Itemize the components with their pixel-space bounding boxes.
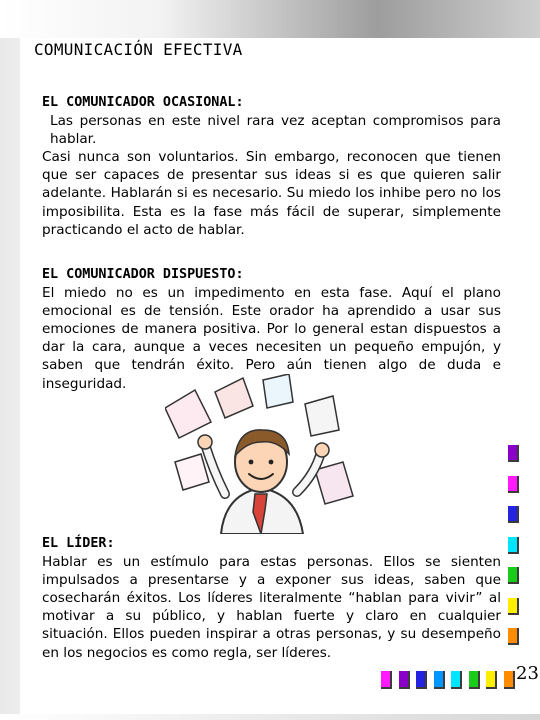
color-square [508,445,519,462]
color-square [381,671,392,689]
section-heading: EL COMUNICADOR OCASIONAL: [42,95,244,110]
paragraph: El miedo no es un impedimento en esta fase. Aquí el plano emocional es de tensión. Este orador ha aprendido a usar sus emociones de manera positiva. Por lo general estan dispuestos a dar la cara, aunque a veces necesiten un pequeño empujón, y saben que tendrán éxito. Pero aún tienen algo de duda e inseguridad. [42,285,501,392]
color-square [451,671,462,689]
paragraph: Hablar es un estímulo para estas personas. Ellos se sienten impulsados a presentarse y a exponer sus ideas, saben que cosecharán éxitos. Los líderes literalmente “hablan para vivir” al motivar a su público, y hablan fuerte y claro en cualquier situación. Ellos pueden inspirar a otras personas, y su desempeño en los negocios es como regla, ser líderes. [42,554,501,661]
section-heading: EL COMUNICADOR DISPUESTO: [42,267,244,282]
horizontal-color-squares [381,671,521,691]
paragraph: Casi nunca son voluntarios. Sin embargo, reconocen que tienen que ser capaces de presentar sus ideas si es que quieren salir adelante. Hablarán si es necesario. Su miedo los inhibe pero no los imposibilita. Esta es la fase más fácil de superar, simplemente practicando el acto de hablar. [42,149,501,238]
color-square [469,671,480,689]
color-square [508,537,519,554]
color-square [504,671,515,689]
speaker-with-papers-illustration [165,374,365,534]
bottom-edge [0,714,540,720]
section-heading: EL LÍDER: [42,536,115,551]
color-square [434,671,445,689]
vertical-color-squares [508,445,521,659]
section-ocasional [42,94,501,239]
section-lider [42,535,501,662]
color-square [508,506,519,523]
paragraph: Las personas en este nivel rara vez aceptan compromisos para hablar. [50,113,501,148]
color-square [508,598,519,615]
color-square [486,671,497,689]
color-square [508,567,519,584]
color-square [416,671,427,689]
color-square [399,671,410,689]
document-title: COMUNICACIÓN EFECTIVA [34,40,243,59]
page-number: 23 [516,663,539,684]
color-square [508,628,519,645]
top-gradient-band [0,0,540,38]
color-square [508,476,519,493]
